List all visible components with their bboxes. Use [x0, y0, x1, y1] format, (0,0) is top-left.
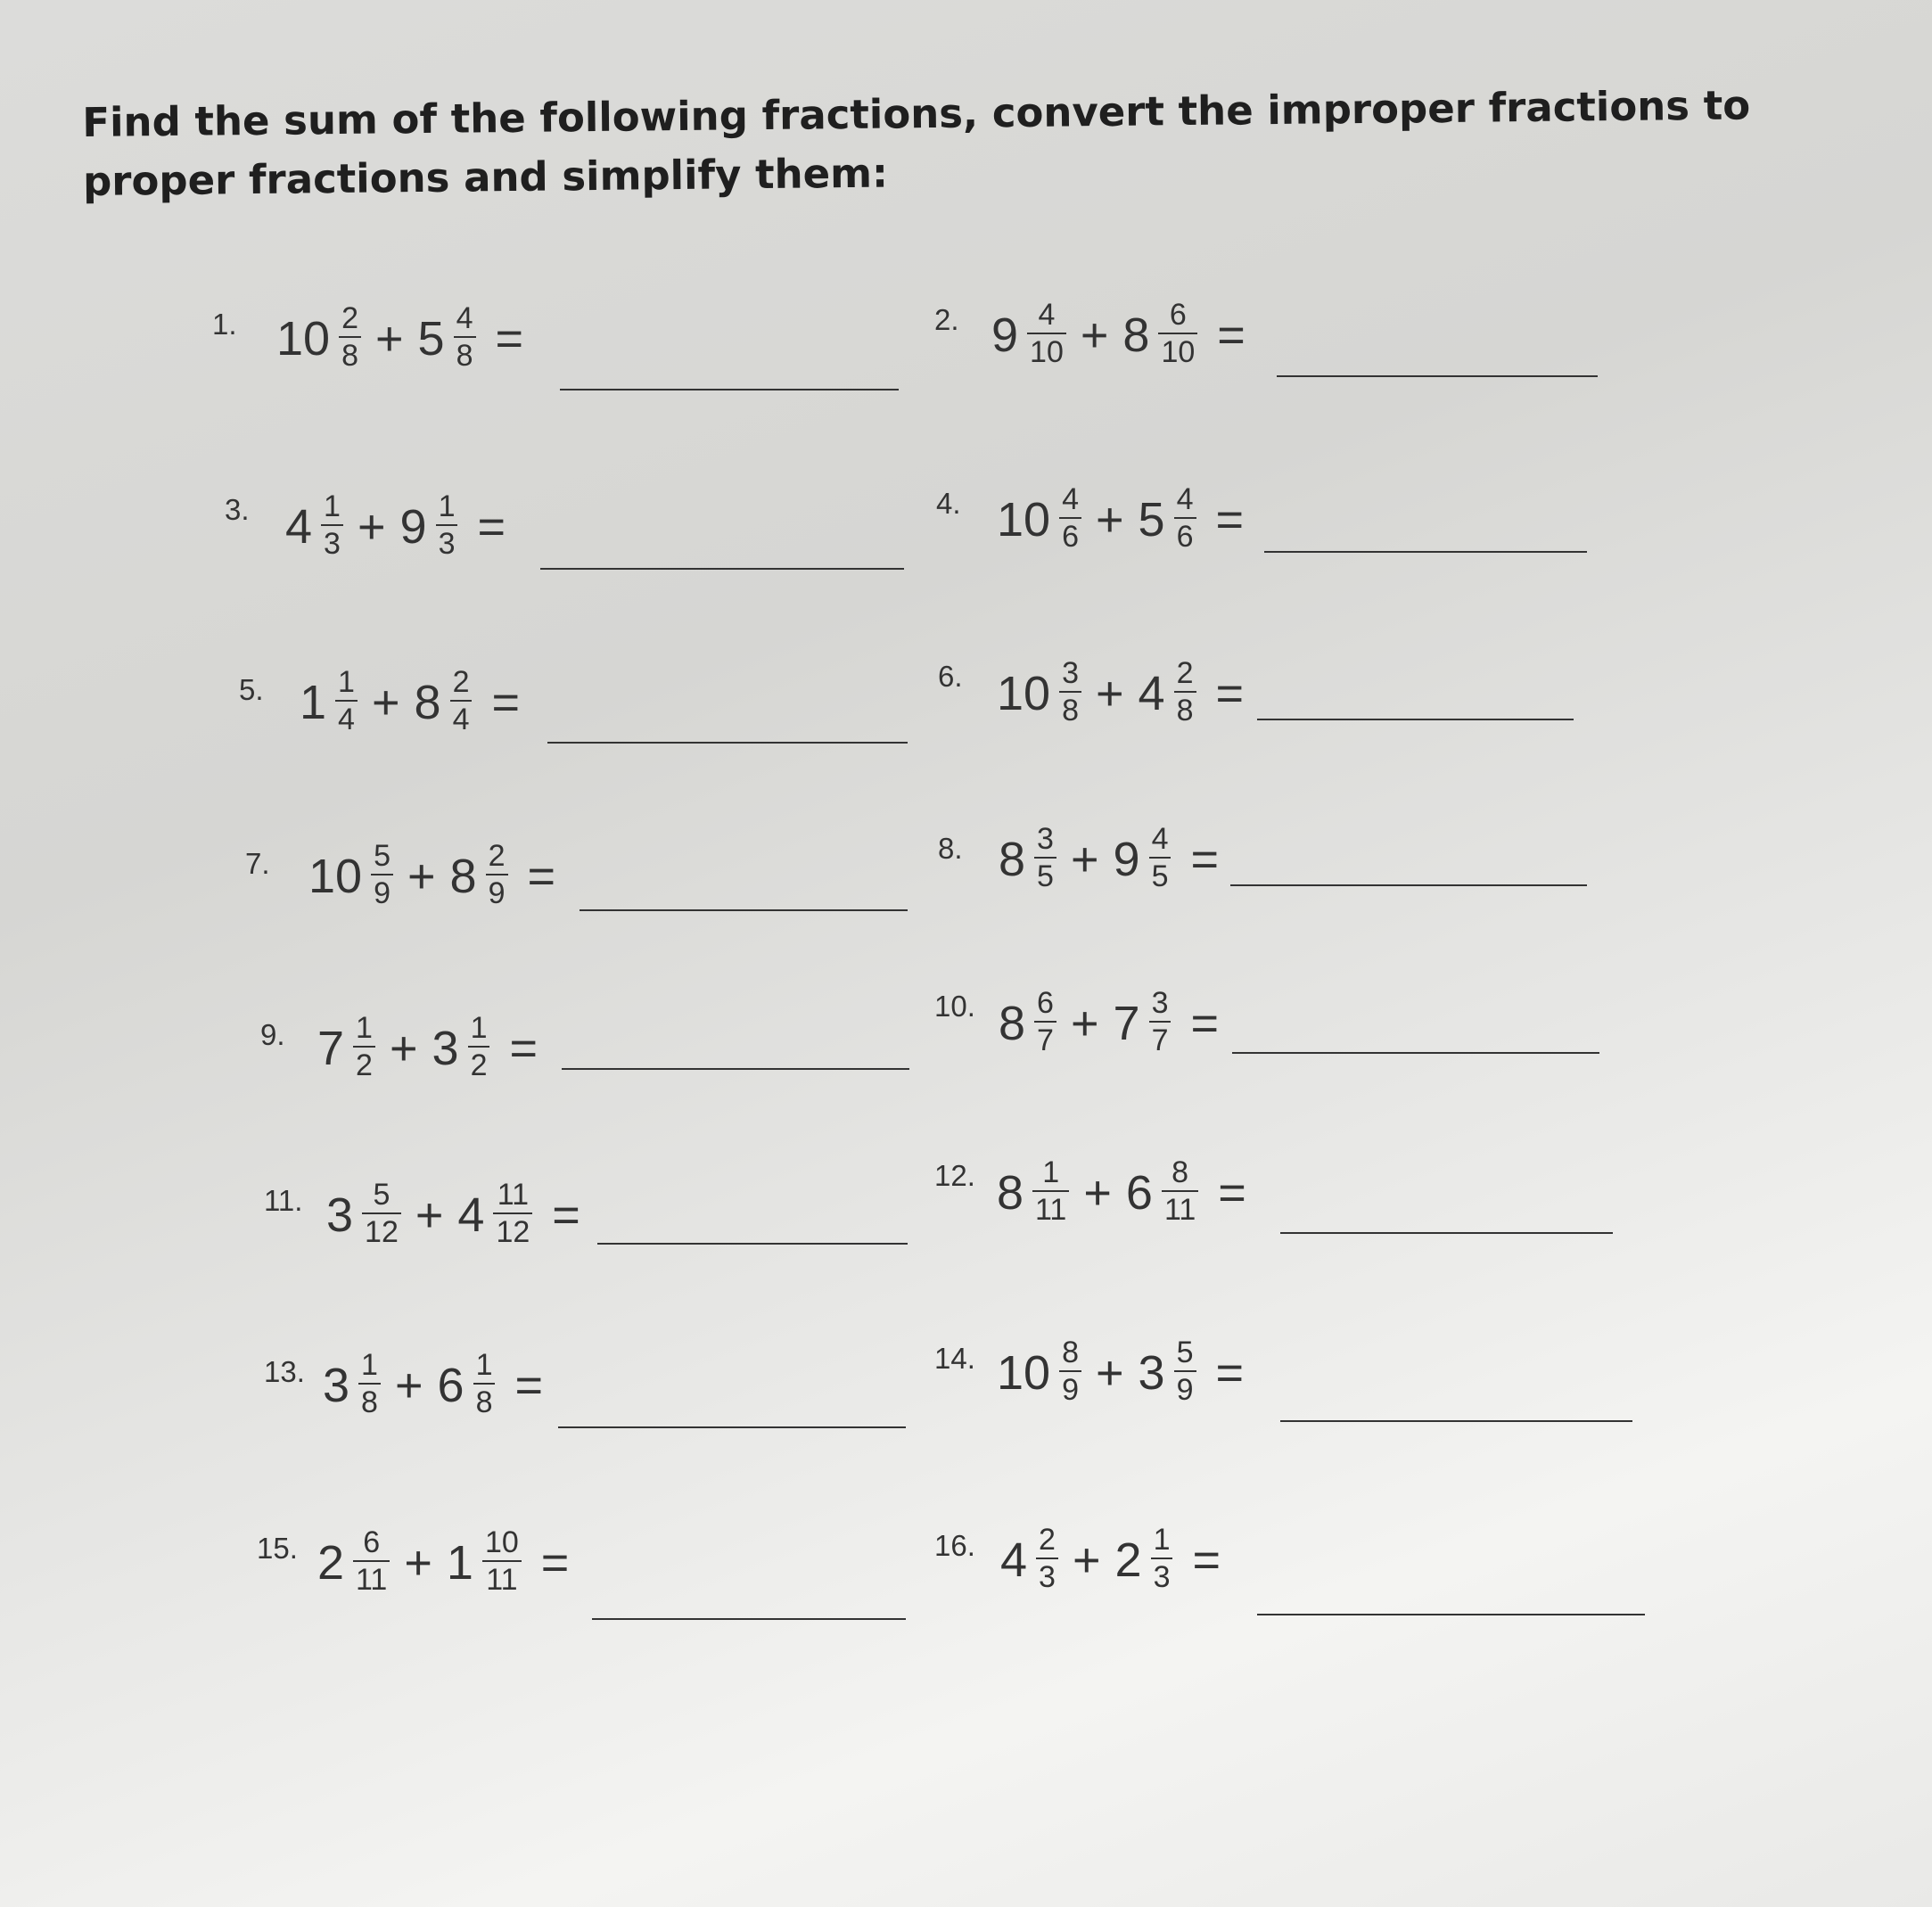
fraction-bar: [1162, 1190, 1198, 1192]
first-whole-number: 4: [285, 500, 313, 554]
numerator: 6: [1037, 986, 1054, 1020]
denominator: 9: [374, 876, 391, 910]
first-fraction: [339, 303, 361, 371]
equals-sign: =: [527, 850, 556, 903]
problem-number: 10.: [934, 990, 975, 1023]
denominator: 3: [324, 527, 341, 561]
numerator: 1: [475, 1348, 493, 1382]
first-fraction: [362, 1180, 401, 1247]
equals-sign: =: [552, 1188, 580, 1242]
answer-blank[interactable]: [1257, 1614, 1645, 1615]
equals-sign: =: [514, 1359, 544, 1412]
equals-sign: =: [1190, 997, 1220, 1050]
fraction-bar: [358, 1383, 381, 1385]
denominator: 10: [1030, 335, 1064, 369]
second-fraction: [486, 841, 508, 908]
problem-number: 7.: [245, 847, 270, 880]
first-whole-number: 10: [276, 312, 331, 366]
fraction-bar: [1174, 517, 1196, 519]
fraction-bar: [454, 336, 476, 338]
equals-sign: =: [1190, 833, 1220, 886]
plus-sign: +: [394, 1359, 423, 1412]
numerator: 8: [1172, 1155, 1189, 1189]
fraction-bar: [1149, 857, 1172, 859]
plus-sign: +: [407, 850, 436, 903]
numerator: 4: [1151, 822, 1169, 856]
denominator: 8: [1062, 694, 1079, 727]
fraction-bar: [482, 1560, 522, 1562]
fraction-bar: [1034, 857, 1056, 859]
problem-expression: [999, 822, 1220, 893]
numerator: 4: [1062, 482, 1079, 516]
problem-expression: [317, 1011, 538, 1082]
second-fraction: [1174, 484, 1196, 552]
problem-number: 2.: [934, 303, 959, 336]
first-fraction: [1059, 1337, 1081, 1405]
fraction-bar: [1149, 1021, 1172, 1023]
fraction-bar: [1151, 1558, 1173, 1559]
problem-number: 3.: [225, 493, 250, 526]
fraction-bar: [436, 524, 458, 526]
denominator: 4: [452, 703, 470, 736]
numerator: 8: [1062, 1336, 1079, 1369]
numerator: 1: [470, 1011, 488, 1045]
numerator: 1: [1153, 1523, 1171, 1557]
first-fraction: [1034, 824, 1056, 892]
problem-number: 5.: [239, 673, 264, 706]
denominator: 8: [456, 339, 473, 373]
equals-sign: =: [509, 1022, 538, 1075]
first-fraction: [1036, 1525, 1058, 1592]
problem-number: 11.: [264, 1184, 303, 1217]
first-whole-number: 8: [999, 997, 1026, 1050]
problem-expression: [997, 482, 1245, 554]
first-fraction: [1027, 300, 1066, 367]
second-whole-number: 6: [437, 1359, 465, 1412]
answer-blank[interactable]: [597, 1243, 908, 1245]
denominator: 6: [1176, 520, 1194, 554]
problem-expression: [997, 1155, 1246, 1227]
fraction-bar: [353, 1560, 390, 1562]
denominator: 9: [488, 876, 506, 910]
answer-blank[interactable]: [592, 1618, 906, 1620]
first-fraction: [1059, 484, 1081, 552]
plus-sign: +: [1072, 1533, 1101, 1587]
problem-expression: [999, 986, 1220, 1057]
denominator: 9: [1062, 1373, 1079, 1407]
second-fraction: [1149, 988, 1172, 1056]
problem-number: 9.: [260, 1018, 285, 1051]
problem-expression: [323, 1348, 544, 1419]
problem-number: 8.: [938, 832, 963, 865]
second-whole-number: 3: [1138, 1346, 1165, 1400]
fraction-bar: [486, 874, 508, 875]
fraction-bar: [1059, 1370, 1081, 1372]
first-whole-number: 8: [997, 1166, 1024, 1220]
second-fraction: [493, 1180, 532, 1247]
denominator: 3: [1153, 1560, 1171, 1594]
plus-sign: +: [1070, 833, 1099, 886]
first-whole-number: 7: [317, 1022, 345, 1075]
denominator: 12: [496, 1215, 530, 1249]
plus-sign: +: [415, 1188, 444, 1242]
equals-sign: =: [491, 676, 521, 729]
numerator: 2: [1039, 1523, 1056, 1557]
denominator: 11: [1035, 1193, 1067, 1227]
denominator: 3: [1039, 1560, 1056, 1594]
denominator: 5: [1151, 859, 1169, 893]
first-fraction: [358, 1350, 381, 1418]
equals-sign: =: [1215, 1346, 1245, 1400]
plus-sign: +: [1096, 493, 1124, 547]
fraction-bar: [473, 1383, 496, 1385]
second-whole-number: 9: [399, 500, 427, 554]
plus-sign: +: [1080, 308, 1109, 362]
fraction-bar: [1158, 333, 1197, 334]
second-whole-number: 5: [1138, 493, 1165, 547]
denominator: 8: [341, 339, 358, 373]
first-fraction: [1034, 988, 1056, 1056]
fraction-bar: [493, 1212, 532, 1214]
answer-blank[interactable]: [1232, 1052, 1599, 1054]
first-whole-number: 8: [999, 833, 1026, 886]
numerator: 2: [341, 301, 358, 335]
problem-expression: [991, 298, 1246, 369]
denominator: 9: [1176, 1373, 1194, 1407]
fraction-bar: [335, 700, 358, 702]
problem-number: 12.: [934, 1159, 975, 1192]
first-whole-number: 3: [326, 1188, 354, 1242]
first-fraction: [335, 667, 358, 735]
answer-blank[interactable]: [547, 742, 908, 744]
fraction-bar: [1032, 1190, 1069, 1192]
numerator: 6: [1169, 298, 1187, 332]
numerator: 5: [374, 839, 391, 873]
denominator: 4: [338, 703, 355, 736]
answer-blank[interactable]: [1280, 1232, 1613, 1234]
denominator: 2: [356, 1048, 373, 1082]
fraction-bar: [362, 1212, 401, 1214]
equals-sign: =: [1215, 493, 1245, 547]
denominator: 6: [1062, 520, 1079, 554]
answer-blank[interactable]: [540, 568, 904, 570]
denominator: 2: [470, 1048, 488, 1082]
problem-expression: [317, 1525, 570, 1597]
first-fraction: [1059, 658, 1081, 726]
second-fraction: [454, 303, 476, 371]
problem-expression: [276, 301, 524, 373]
denominator: 7: [1151, 1023, 1169, 1057]
numerator: 1: [438, 489, 456, 523]
denominator: 7: [1037, 1023, 1054, 1057]
numerator: 4: [456, 301, 473, 335]
first-whole-number: 3: [323, 1359, 350, 1412]
answer-blank[interactable]: [1280, 1420, 1632, 1422]
second-fraction: [450, 667, 473, 735]
problem-expression: [308, 839, 556, 910]
fraction-bar: [1174, 691, 1196, 693]
answer-blank[interactable]: [1277, 375, 1598, 377]
fraction-bar: [339, 336, 361, 338]
first-whole-number: 10: [997, 667, 1051, 720]
second-whole-number: 2: [1114, 1533, 1142, 1587]
denominator: 3: [438, 527, 456, 561]
first-fraction: [353, 1527, 390, 1595]
second-fraction: [473, 1350, 496, 1418]
numerator: 2: [1176, 656, 1194, 690]
answer-blank[interactable]: [562, 1068, 909, 1070]
second-whole-number: 3: [432, 1022, 459, 1075]
equals-sign: =: [1215, 667, 1245, 720]
answer-blank[interactable]: [560, 389, 899, 390]
first-whole-number: 10: [997, 493, 1051, 547]
numerator: 5: [373, 1178, 391, 1212]
problem-number: 13.: [264, 1355, 305, 1388]
problem-expression: [997, 656, 1245, 727]
problem-expression: [1000, 1523, 1221, 1594]
denominator: 12: [365, 1215, 399, 1249]
second-whole-number: 4: [457, 1188, 485, 1242]
numerator: 1: [1042, 1155, 1060, 1189]
plus-sign: +: [371, 676, 400, 729]
second-whole-number: 5: [417, 312, 445, 366]
second-whole-number: 6: [1125, 1166, 1153, 1220]
problem-number: 14.: [934, 1342, 975, 1375]
numerator: 1: [361, 1348, 378, 1382]
instructions-heading: Find the sum of the following fractions, convert the improper fractions to proper fractions and simplify them:: [82, 81, 1751, 205]
numerator: 11: [497, 1178, 530, 1212]
fraction-bar: [1059, 517, 1081, 519]
second-fraction: [1149, 824, 1172, 892]
answer-blank[interactable]: [1264, 551, 1587, 553]
plus-sign: +: [1096, 1346, 1124, 1400]
answer-blank[interactable]: [580, 909, 908, 911]
answer-blank[interactable]: [558, 1426, 906, 1428]
second-whole-number: 8: [1122, 308, 1150, 362]
second-whole-number: 8: [449, 850, 477, 903]
numerator: 1: [356, 1011, 373, 1045]
answer-blank[interactable]: [1257, 719, 1574, 720]
numerator: 1: [338, 665, 355, 699]
second-fraction: [1158, 300, 1197, 367]
numerator: 2: [488, 839, 506, 873]
fraction-bar: [1174, 1370, 1196, 1372]
equals-sign: =: [540, 1536, 570, 1590]
first-fraction: [321, 491, 343, 559]
problem-number: 6.: [938, 660, 963, 693]
equals-sign: =: [1192, 1533, 1221, 1587]
numerator: 5: [1176, 1336, 1194, 1369]
fraction-bar: [468, 1046, 490, 1048]
equals-sign: =: [495, 312, 524, 366]
second-whole-number: 4: [1138, 667, 1165, 720]
numerator: 1: [324, 489, 341, 523]
equals-sign: =: [477, 500, 506, 554]
first-fraction: [353, 1013, 375, 1081]
numerator: 6: [363, 1525, 381, 1559]
problem-expression: [997, 1336, 1245, 1407]
denominator: 8: [475, 1385, 493, 1419]
answer-blank[interactable]: [1230, 884, 1587, 886]
fraction-bar: [1027, 333, 1066, 334]
plus-sign: +: [389, 1022, 418, 1075]
plus-sign: +: [375, 312, 404, 366]
problem-expression: [285, 489, 506, 561]
first-whole-number: 10: [308, 850, 363, 903]
numerator: 3: [1151, 986, 1169, 1020]
denominator: 11: [356, 1563, 388, 1597]
numerator: 2: [452, 665, 470, 699]
problem-number: 1.: [212, 308, 237, 341]
problem-number: 16.: [934, 1529, 975, 1562]
denominator: 11: [486, 1563, 518, 1597]
fraction-bar: [353, 1046, 375, 1048]
second-whole-number: 1: [446, 1536, 473, 1590]
equals-sign: =: [1218, 1166, 1246, 1220]
problem-number: 15.: [257, 1532, 298, 1565]
numerator: 4: [1038, 298, 1056, 332]
denominator: 5: [1037, 859, 1054, 893]
fraction-bar: [1059, 691, 1081, 693]
plus-sign: +: [1083, 1166, 1112, 1220]
plus-sign: +: [357, 500, 386, 554]
fraction-bar: [1034, 1021, 1056, 1023]
fraction-bar: [1036, 1558, 1058, 1559]
first-fraction: [1032, 1157, 1069, 1225]
problem-expression: [326, 1178, 580, 1249]
first-whole-number: 10: [997, 1346, 1051, 1400]
problem-expression: [300, 665, 521, 736]
denominator: 10: [1161, 335, 1196, 369]
second-whole-number: 8: [414, 676, 441, 729]
second-fraction: [1162, 1157, 1198, 1225]
second-fraction: [436, 491, 458, 559]
fraction-bar: [371, 874, 393, 875]
second-fraction: [1151, 1525, 1173, 1592]
plus-sign: +: [1096, 667, 1124, 720]
problem-number: 4.: [936, 487, 961, 520]
denominator: 11: [1163, 1193, 1196, 1227]
first-whole-number: 4: [1000, 1533, 1028, 1587]
second-whole-number: 7: [1113, 997, 1140, 1050]
numerator: 3: [1037, 822, 1054, 856]
numerator: 4: [1176, 482, 1194, 516]
first-whole-number: 9: [991, 308, 1019, 362]
fraction-bar: [450, 700, 473, 702]
plus-sign: +: [1070, 997, 1099, 1050]
plus-sign: +: [404, 1536, 432, 1590]
numerator: 3: [1062, 656, 1079, 690]
second-fraction: [482, 1527, 522, 1595]
equals-sign: =: [1217, 308, 1246, 362]
first-whole-number: 2: [317, 1536, 345, 1590]
second-fraction: [468, 1013, 490, 1081]
second-whole-number: 9: [1113, 833, 1140, 886]
numerator: 10: [484, 1525, 519, 1559]
first-fraction: [371, 841, 393, 908]
denominator: 8: [361, 1385, 378, 1419]
second-fraction: [1174, 1337, 1196, 1405]
fraction-bar: [321, 524, 343, 526]
denominator: 8: [1176, 694, 1194, 727]
second-fraction: [1174, 658, 1196, 726]
first-whole-number: 1: [300, 676, 327, 729]
